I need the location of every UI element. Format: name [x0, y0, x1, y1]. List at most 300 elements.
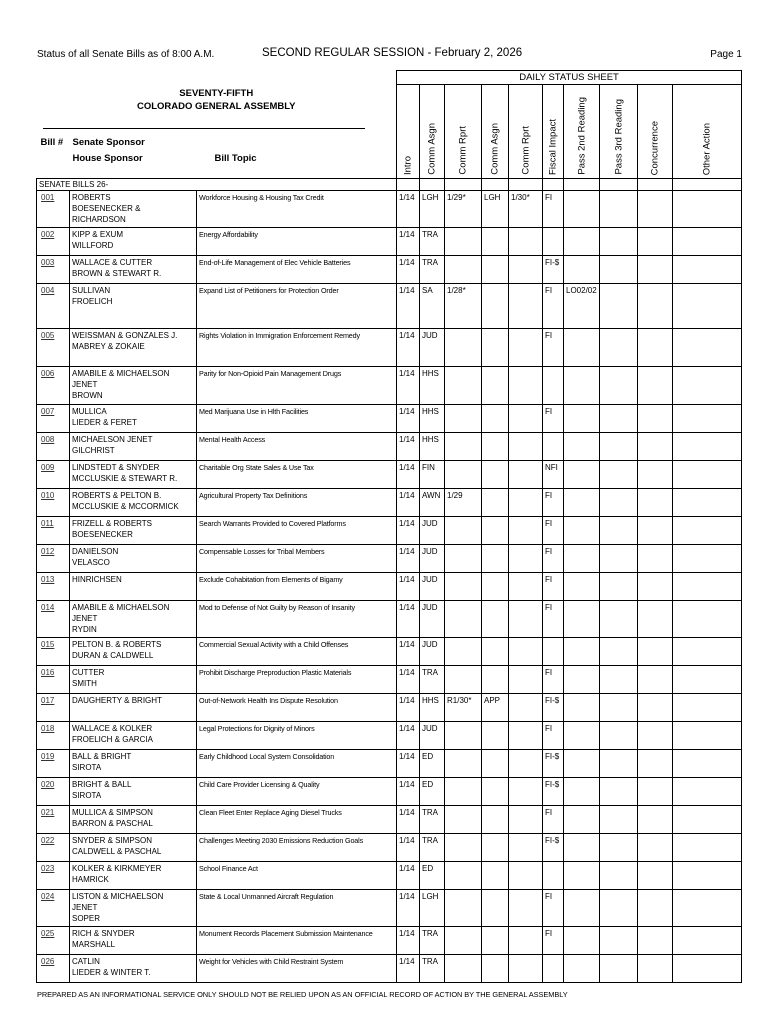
bill-topic-label: Bill Topic — [214, 152, 257, 164]
assembly-header — [37, 85, 397, 179]
status-cell-other — [673, 778, 742, 806]
sponsors-cell: KIPP & EXUM WILLFORD — [70, 228, 197, 256]
status-cell-rprt1 — [445, 573, 482, 601]
status-cell-fiscal: FI-$ — [543, 834, 564, 862]
status-cell-fiscal: FI — [543, 329, 564, 367]
bill-topic-cell: Clean Fleet Enter Replace Aging Diesel Trucks — [197, 806, 397, 834]
status-cell-pass3 — [600, 461, 638, 489]
status-cell-pass2 — [564, 489, 600, 517]
status-cell-fiscal: NFI — [543, 461, 564, 489]
status-as-of: Status of all Senate Bills as of 8:00 A.M. — [37, 49, 215, 60]
bill-number-label: Bill # — [40, 136, 64, 148]
sponsors-cell: RICH & SNYDER MARSHALL — [70, 927, 197, 955]
status-cell-asgn2 — [482, 405, 509, 433]
status-cell-asgn1: FIN — [420, 461, 445, 489]
bill-number-link[interactable]: 006 — [37, 367, 70, 405]
status-cell-asgn2 — [482, 367, 509, 405]
bill-topic-cell: Parity for Non-Opioid Pain Management Drugs — [197, 367, 397, 405]
status-cell-rprt2 — [509, 666, 543, 694]
table-row — [37, 489, 742, 517]
status-cell-asgn2 — [482, 433, 509, 461]
status-cell-other — [673, 890, 742, 927]
status-cell-concur — [638, 890, 673, 927]
sponsors-cell: WALLACE & KOLKER FROELICH & GARCIA — [70, 722, 197, 750]
status-cell-asgn2 — [482, 489, 509, 517]
status-cell-intro: 1/14 — [397, 517, 420, 545]
status-cell-other — [673, 367, 742, 405]
status-cell-pass2 — [564, 573, 600, 601]
status-cell-concur — [638, 666, 673, 694]
sponsors-cell: SNYDER & SIMPSON CALDWELL & PASCHAL — [70, 834, 197, 862]
status-cell-fiscal: FI — [543, 806, 564, 834]
status-cell-intro: 1/14 — [397, 256, 420, 284]
sponsors-cell: AMABILE & MICHAELSON JENET RYDIN — [70, 601, 197, 638]
status-cell-pass3 — [600, 256, 638, 284]
status-cell-concur — [638, 405, 673, 433]
bill-topic-cell: Mod to Defense of Not Guilty by Reason of Insanity — [197, 601, 397, 638]
status-cell-intro: 1/14 — [397, 545, 420, 573]
status-cell-pass3 — [600, 955, 638, 983]
status-cell-asgn2 — [482, 862, 509, 890]
status-cell-other — [673, 489, 742, 517]
status-cell-asgn1: ED — [420, 750, 445, 778]
status-cell-rprt1 — [445, 890, 482, 927]
bill-topic-cell: Legal Protections for Dignity of Minors — [197, 722, 397, 750]
status-cell-asgn1: JUD — [420, 601, 445, 638]
bill-number-link[interactable]: 022 — [37, 834, 70, 862]
status-cell-asgn2 — [482, 927, 509, 955]
status-cell-rprt2 — [509, 862, 543, 890]
status-cell-concur — [638, 367, 673, 405]
status-cell-pass2 — [564, 329, 600, 367]
status-cell-pass3 — [600, 806, 638, 834]
status-cell-rprt1: 1/29* — [445, 191, 482, 228]
status-cell-rprt2 — [509, 329, 543, 367]
status-cell-concur — [638, 228, 673, 256]
status-cell-pass2 — [564, 750, 600, 778]
status-cell-intro: 1/14 — [397, 722, 420, 750]
status-cell-pass3 — [600, 834, 638, 862]
table-row — [37, 517, 742, 545]
status-cell-rprt1 — [445, 367, 482, 405]
status-cell-asgn1: JUD — [420, 545, 445, 573]
status-cell-fiscal: FI-$ — [543, 778, 564, 806]
status-cell-intro: 1/14 — [397, 489, 420, 517]
status-cell-fiscal: FI — [543, 666, 564, 694]
table-row — [37, 722, 742, 750]
bill-number-link[interactable]: 005 — [37, 329, 70, 367]
status-cell-fiscal: FI — [543, 191, 564, 228]
bill-number-link[interactable]: 021 — [37, 806, 70, 834]
status-cell-asgn1: JUD — [420, 329, 445, 367]
status-cell-rprt1 — [445, 955, 482, 983]
status-cell-rprt1 — [445, 433, 482, 461]
status-cell-rprt2 — [509, 545, 543, 573]
sponsors-cell: FRIZELL & ROBERTS BOESENECKER — [70, 517, 197, 545]
status-cell-rprt2 — [509, 517, 543, 545]
bill-number-link[interactable]: 012 — [37, 545, 70, 573]
status-cell-fiscal: FI — [543, 284, 564, 329]
bill-number-link[interactable]: 011 — [37, 517, 70, 545]
status-cell-pass3 — [600, 638, 638, 666]
status-cell-concur — [638, 750, 673, 778]
status-cell-rprt1 — [445, 750, 482, 778]
status-cell-concur — [638, 191, 673, 228]
header-rule — [43, 128, 365, 129]
bill-number-link[interactable]: 013 — [37, 573, 70, 601]
status-cell-pass2 — [564, 191, 600, 228]
status-cell-fiscal: FI — [543, 722, 564, 750]
status-cell-asgn1: HHS — [420, 694, 445, 722]
status-cell-other — [673, 722, 742, 750]
status-cell-pass2 — [564, 806, 600, 834]
status-cell-rprt1: R1/30* — [445, 694, 482, 722]
status-cell-rprt2 — [509, 927, 543, 955]
status-cell-rprt2 — [509, 955, 543, 983]
sponsors-cell: LISTON & MICHAELSON JENET SOPER — [70, 890, 197, 927]
status-cell-pass3 — [600, 367, 638, 405]
status-cell-other — [673, 461, 742, 489]
sponsors-cell: KOLKER & KIRKMEYER HAMRICK — [70, 862, 197, 890]
status-cell-other — [673, 666, 742, 694]
status-cell-rprt2 — [509, 367, 543, 405]
status-cell-concur — [638, 329, 673, 367]
status-cell-fiscal: FI-$ — [543, 694, 564, 722]
status-cell-intro: 1/14 — [397, 862, 420, 890]
status-cell-pass2 — [564, 927, 600, 955]
bill-topic-cell: Med Marijuana Use in Hlth Facilities — [197, 405, 397, 433]
status-cell-asgn1: TRA — [420, 806, 445, 834]
column-header-intro: Intro — [397, 85, 420, 179]
status-cell-other — [673, 256, 742, 284]
table-row — [37, 927, 742, 955]
status-cell-rprt1: 1/28* — [445, 284, 482, 329]
status-cell-fiscal — [543, 433, 564, 461]
status-cell-fiscal — [543, 367, 564, 405]
bill-number-link[interactable]: 010 — [37, 489, 70, 517]
status-cell-rprt1 — [445, 722, 482, 750]
status-cell-intro: 1/14 — [397, 890, 420, 927]
sponsors-cell: BRIGHT & BALL SIROTA — [70, 778, 197, 806]
bill-number-link[interactable]: 015 — [37, 638, 70, 666]
status-cell-intro: 1/14 — [397, 367, 420, 405]
status-cell-asgn2: LGH — [482, 191, 509, 228]
bill-number-link[interactable]: 016 — [37, 666, 70, 694]
status-cell-intro: 1/14 — [397, 191, 420, 228]
status-cell-rprt2 — [509, 461, 543, 489]
status-cell-asgn2 — [482, 666, 509, 694]
status-cell-asgn1: JUD — [420, 638, 445, 666]
status-cell-intro: 1/14 — [397, 750, 420, 778]
status-cell-pass2 — [564, 461, 600, 489]
status-cell-fiscal: FI — [543, 405, 564, 433]
column-header-comm-asgn: Comm Asgn — [420, 85, 445, 179]
status-cell-asgn2 — [482, 545, 509, 573]
bill-number-link[interactable]: 025 — [37, 927, 70, 955]
bill-number-link[interactable]: 007 — [37, 405, 70, 433]
table-row — [37, 405, 742, 433]
bill-number-link[interactable]: 004 — [37, 284, 70, 329]
status-cell-other — [673, 750, 742, 778]
status-cell-pass2 — [564, 694, 600, 722]
daily-status-table — [36, 70, 742, 983]
bill-number-link[interactable]: 008 — [37, 433, 70, 461]
status-cell-pass2 — [564, 601, 600, 638]
status-cell-fiscal: FI — [543, 890, 564, 927]
status-cell-other — [673, 517, 742, 545]
status-cell-asgn1: TRA — [420, 228, 445, 256]
table-row — [37, 955, 742, 983]
status-cell-asgn1: LGH — [420, 191, 445, 228]
table-row — [37, 666, 742, 694]
bill-number-link[interactable]: 014 — [37, 601, 70, 638]
status-cell-fiscal — [543, 638, 564, 666]
status-cell-fiscal: FI-$ — [543, 256, 564, 284]
column-header-comm-rprt-2: Comm Rprt — [509, 85, 543, 179]
status-cell-other — [673, 228, 742, 256]
table-row — [37, 191, 742, 228]
status-cell-intro: 1/14 — [397, 666, 420, 694]
sponsors-cell: DANIELSON VELASCO — [70, 545, 197, 573]
bill-topic-cell: Rights Violation in Immigration Enforcement Remedy — [197, 329, 397, 367]
status-cell-intro: 1/14 — [397, 834, 420, 862]
status-cell-concur — [638, 545, 673, 573]
status-cell-asgn2 — [482, 806, 509, 834]
status-cell-pass2 — [564, 367, 600, 405]
status-cell-rprt2 — [509, 750, 543, 778]
column-header-other-action: Other Action — [673, 85, 742, 179]
status-cell-rprt1 — [445, 545, 482, 573]
status-cell-other — [673, 284, 742, 329]
status-cell-rprt1 — [445, 256, 482, 284]
table-row — [37, 461, 742, 489]
status-cell-rprt2 — [509, 834, 543, 862]
status-cell-other — [673, 601, 742, 638]
status-cell-asgn2 — [482, 573, 509, 601]
sponsors-cell: MULLICA LIEDER & FERET — [70, 405, 197, 433]
bill-number-link[interactable]: 023 — [37, 862, 70, 890]
status-cell-other — [673, 545, 742, 573]
status-cell-rprt2 — [509, 433, 543, 461]
status-cell-intro: 1/14 — [397, 284, 420, 329]
status-cell-asgn1: AWN — [420, 489, 445, 517]
status-cell-rprt1 — [445, 601, 482, 638]
table-row — [37, 601, 742, 638]
table-row — [37, 284, 742, 329]
status-cell-pass3 — [600, 601, 638, 638]
status-cell-intro: 1/14 — [397, 955, 420, 983]
status-cell-asgn1: TRA — [420, 834, 445, 862]
bill-topic-cell: Child Care Provider Licensing & Quality — [197, 778, 397, 806]
bill-number-link[interactable]: 009 — [37, 461, 70, 489]
status-cell-rprt2 — [509, 638, 543, 666]
table-row — [37, 256, 742, 284]
status-cell-asgn1: TRA — [420, 256, 445, 284]
status-cell-asgn1: ED — [420, 778, 445, 806]
status-cell-intro: 1/14 — [397, 405, 420, 433]
status-cell-rprt1 — [445, 862, 482, 890]
status-cell-pass2 — [564, 638, 600, 666]
status-cell-concur — [638, 284, 673, 329]
status-cell-asgn1: HHS — [420, 367, 445, 405]
status-cell-asgn2 — [482, 601, 509, 638]
status-cell-intro: 1/14 — [397, 927, 420, 955]
status-cell-pass3 — [600, 573, 638, 601]
status-cell-rprt2 — [509, 284, 543, 329]
status-cell-asgn2 — [482, 955, 509, 983]
status-cell-asgn2 — [482, 778, 509, 806]
status-cell-other — [673, 405, 742, 433]
status-cell-rprt2 — [509, 601, 543, 638]
table-row — [37, 694, 742, 722]
status-cell-rprt1 — [445, 834, 482, 862]
bill-topic-cell: Charitable Org State Sales & Use Tax — [197, 461, 397, 489]
status-cell-concur — [638, 694, 673, 722]
table-row — [37, 890, 742, 927]
bill-topic-cell: Monument Records Placement Submission Maintenance — [197, 927, 397, 955]
bill-topic-cell: Out-of-Network Health Ins Dispute Resolution — [197, 694, 397, 722]
bill-number-link[interactable]: 018 — [37, 722, 70, 750]
status-cell-asgn1: TRA — [420, 927, 445, 955]
status-cell-pass3 — [600, 694, 638, 722]
column-header-comm-asgn-2: Comm Asgn — [482, 85, 509, 179]
assembly-line1: SEVENTY-FIFTH — [179, 87, 254, 99]
status-cell-pass3 — [600, 927, 638, 955]
sponsors-cell: DAUGHERTY & BRIGHT — [70, 694, 197, 722]
column-header-fiscal-impact: Fiscal Impact — [543, 85, 564, 179]
status-cell-rprt2 — [509, 778, 543, 806]
bill-number-link[interactable]: 026 — [37, 955, 70, 983]
status-cell-pass3 — [600, 489, 638, 517]
status-cell-pass3 — [600, 778, 638, 806]
status-cell-asgn1: JUD — [420, 517, 445, 545]
status-cell-concur — [638, 862, 673, 890]
status-cell-pass3 — [600, 666, 638, 694]
status-cell-other — [673, 694, 742, 722]
bill-topic-cell: Search Warrants Provided to Covered Platforms — [197, 517, 397, 545]
table-row — [37, 573, 742, 601]
status-cell-pass3 — [600, 228, 638, 256]
status-cell-pass2 — [564, 722, 600, 750]
status-cell-asgn1: JUD — [420, 573, 445, 601]
bill-topic-cell: Mental Health Access — [197, 433, 397, 461]
status-cell-concur — [638, 834, 673, 862]
sponsors-cell: WALLACE & CUTTER BROWN & STEWART R. — [70, 256, 197, 284]
bill-number-link[interactable]: 020 — [37, 778, 70, 806]
status-cell-concur — [638, 638, 673, 666]
column-header-concurrence: Concurrence — [638, 85, 673, 179]
status-cell-asgn2 — [482, 256, 509, 284]
status-cell-pass2 — [564, 545, 600, 573]
status-cell-intro: 1/14 — [397, 778, 420, 806]
status-cell-asgn2 — [482, 890, 509, 927]
status-cell-asgn2 — [482, 228, 509, 256]
status-cell-concur — [638, 461, 673, 489]
status-cell-pass2 — [564, 517, 600, 545]
status-cell-rprt2 — [509, 405, 543, 433]
bill-number-link[interactable]: 019 — [37, 750, 70, 778]
status-cell-intro: 1/14 — [397, 694, 420, 722]
status-cell-fiscal: FI — [543, 573, 564, 601]
bill-topic-cell: Agricultural Property Tax Definitions — [197, 489, 397, 517]
bill-topic-cell: State & Local Unmanned Aircraft Regulation — [197, 890, 397, 927]
section-label: SENATE BILLS 26- — [37, 179, 197, 191]
status-cell-fiscal: FI-$ — [543, 750, 564, 778]
sponsors-cell: CUTTER SMITH — [70, 666, 197, 694]
status-cell-concur — [638, 927, 673, 955]
status-cell-asgn1: ED — [420, 862, 445, 890]
status-cell-asgn2: APP — [482, 694, 509, 722]
status-cell-pass3 — [600, 284, 638, 329]
status-cell-rprt2 — [509, 489, 543, 517]
sponsors-cell: BALL & BRIGHT SIROTA — [70, 750, 197, 778]
bill-number-link[interactable]: 003 — [37, 256, 70, 284]
status-cell-fiscal — [543, 228, 564, 256]
status-cell-pass3 — [600, 890, 638, 927]
status-cell-fiscal — [543, 862, 564, 890]
status-cell-other — [673, 927, 742, 955]
status-cell-pass3 — [600, 191, 638, 228]
bill-number-link[interactable]: 002 — [37, 228, 70, 256]
table-row — [37, 778, 742, 806]
status-cell-fiscal: FI — [543, 517, 564, 545]
column-header-pass-3rd: Pass 3rd Reading — [600, 85, 638, 179]
bill-topic-cell: Workforce Housing & Housing Tax Credit — [197, 191, 397, 228]
status-cell-asgn2 — [482, 834, 509, 862]
status-cell-fiscal: FI — [543, 927, 564, 955]
status-cell-concur — [638, 489, 673, 517]
status-cell-concur — [638, 601, 673, 638]
bill-topic-cell: Weight for Vehicles with Child Restraint System — [197, 955, 397, 983]
status-cell-intro: 1/14 — [397, 433, 420, 461]
status-cell-concur — [638, 955, 673, 983]
bill-number-link[interactable]: 024 — [37, 890, 70, 927]
bill-number-link[interactable]: 017 — [37, 694, 70, 722]
status-cell-intro: 1/14 — [397, 329, 420, 367]
status-cell-intro: 1/14 — [397, 228, 420, 256]
status-cell-rprt1 — [445, 228, 482, 256]
status-cell-concur — [638, 778, 673, 806]
status-cell-intro: 1/14 — [397, 806, 420, 834]
status-cell-asgn2 — [482, 638, 509, 666]
status-cell-rprt2: 1/30* — [509, 191, 543, 228]
status-cell-pass3 — [600, 750, 638, 778]
status-cell-asgn1: LGH — [420, 890, 445, 927]
sheet-title: DAILY STATUS SHEET — [397, 71, 742, 85]
bill-number-link[interactable]: 001 — [37, 191, 70, 228]
status-cell-asgn2 — [482, 517, 509, 545]
status-cell-intro: 1/14 — [397, 573, 420, 601]
status-cell-intro: 1/14 — [397, 638, 420, 666]
status-cell-pass3 — [600, 433, 638, 461]
sponsors-cell: HINRICHSEN — [70, 573, 197, 601]
sponsors-cell: PELTON B. & ROBERTS DURAN & CALDWELL — [70, 638, 197, 666]
status-cell-concur — [638, 573, 673, 601]
table-row — [37, 806, 742, 834]
status-cell-asgn1: HHS — [420, 405, 445, 433]
senate-sponsor-label: Senate Sponsor — [72, 136, 145, 148]
status-cell-other — [673, 806, 742, 834]
status-cell-pass2 — [564, 405, 600, 433]
status-cell-fiscal: FI — [543, 489, 564, 517]
bill-topic-cell: Prohibit Discharge Preproduction Plastic Materials — [197, 666, 397, 694]
bill-topic-cell: Energy Affordability — [197, 228, 397, 256]
status-cell-asgn2 — [482, 750, 509, 778]
status-cell-concur — [638, 517, 673, 545]
bill-topic-cell: Commercial Sexual Activity with a Child Offenses — [197, 638, 397, 666]
page-number: Page 1 — [710, 49, 742, 60]
status-cell-rprt1 — [445, 517, 482, 545]
